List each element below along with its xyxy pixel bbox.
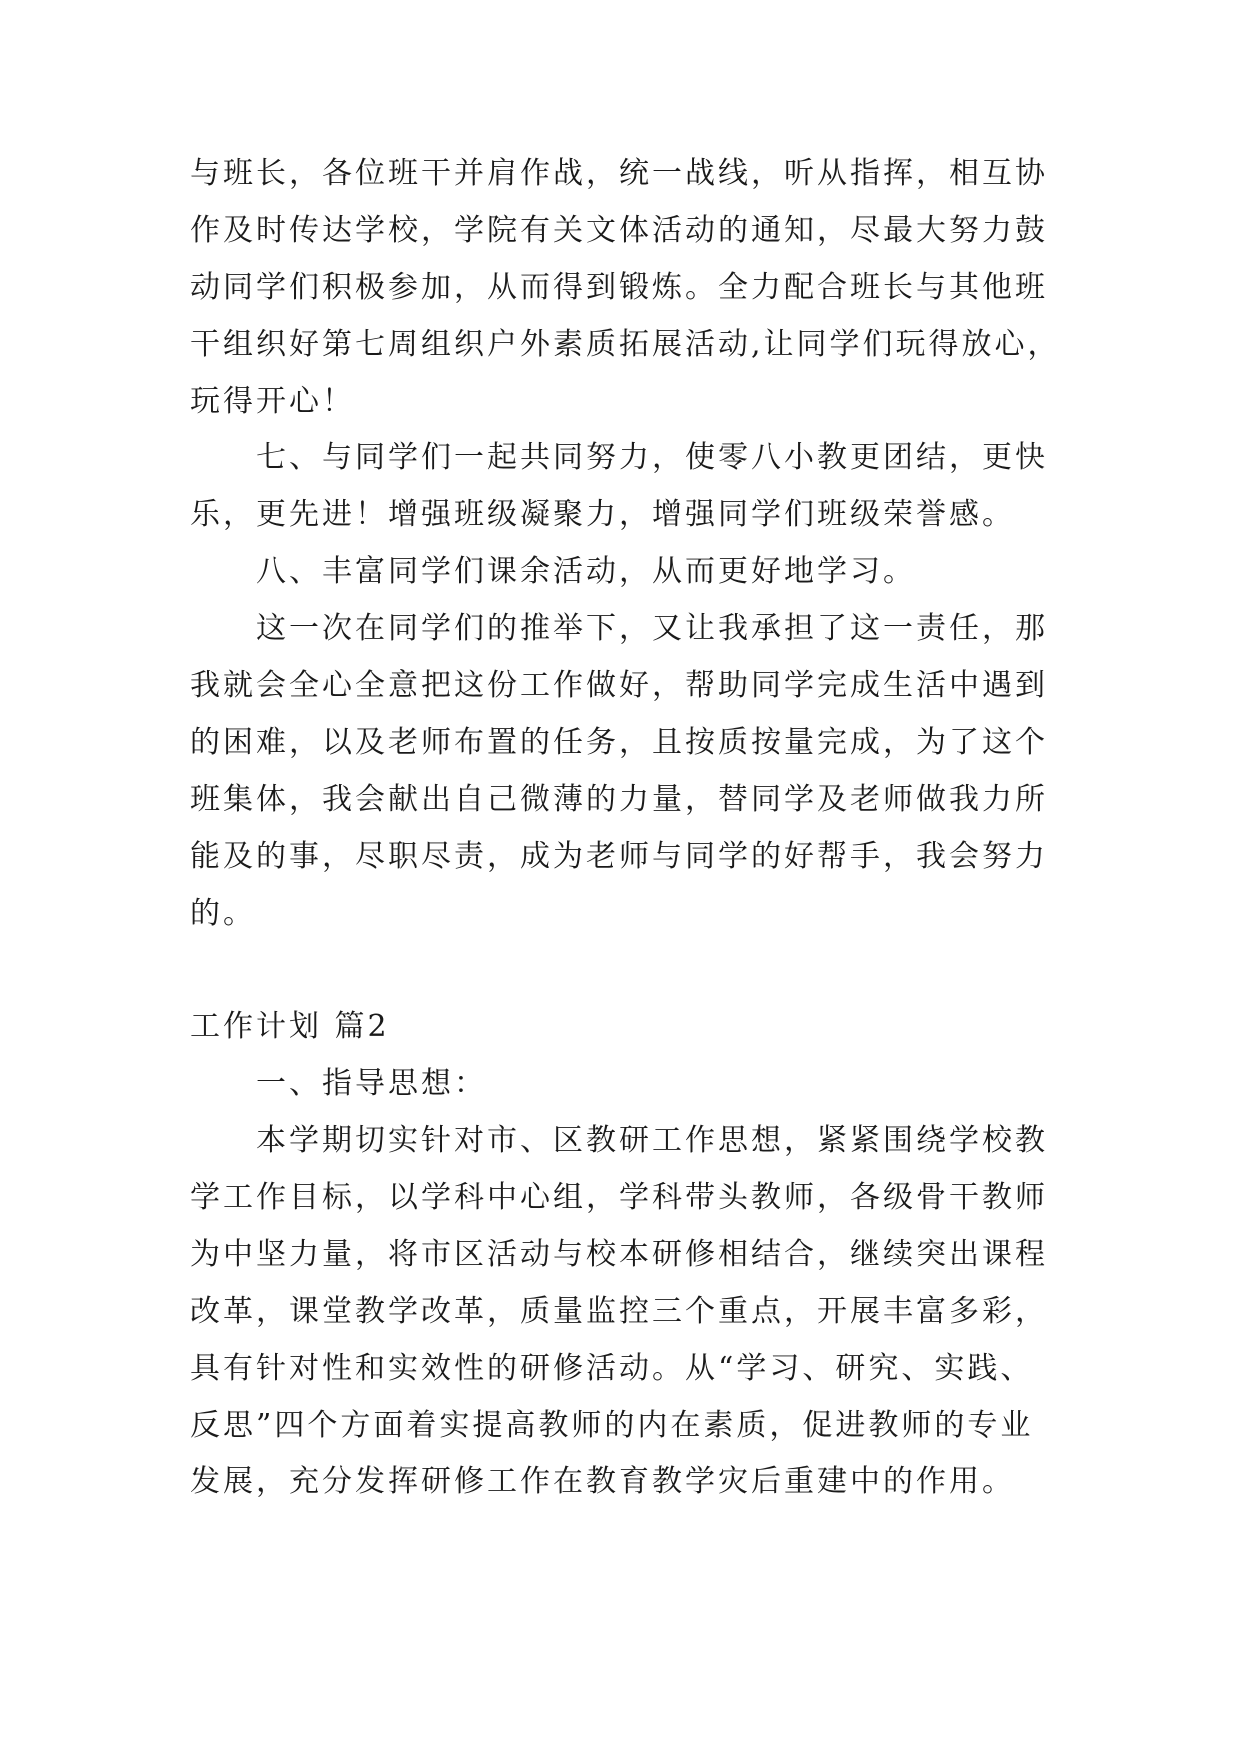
text-line: 玩得开心！ (190, 383, 355, 419)
text-line: 动同学们积极参加，从而得到锻炼。全力配合班长与其他班 (190, 269, 1048, 305)
text-line: 班集体，我会献出自己微薄的力量，替同学及老师做我力所 (190, 781, 1048, 817)
text-line: 干组织好第七周组织户外素质拓展活动,让同学们玩得放心， (190, 326, 1061, 362)
text-line: 的困难，以及老师布置的任务，且按质按量完成，为了这个 (190, 724, 1048, 760)
text-line: 的。 (190, 895, 256, 931)
text-line: 改革，课堂教学改革，质量监控三个重点，开展丰富多彩， (190, 1293, 1048, 1329)
text-line: 与班长，各位班干并肩作战，统一战线，听从指挥，相互协 (190, 156, 1048, 191)
section-heading: 工作计划 篇2 (190, 1009, 390, 1045)
list-item-eight: 八、丰富同学们课余活动，从而更好地学习。 (256, 554, 916, 590)
text-line: 能及的事，尽职尽责，成为老师与同学的好帮手，我会努力 (190, 838, 1048, 874)
text-line: 为中坚力量，将市区活动与校本研修相结合，继续突出课程 (190, 1236, 1048, 1272)
text-line: 乐，更先进！增强班级凝聚力，增强同学们班级荣誉感。 (190, 497, 1015, 533)
text-line: 学工作目标，以学科中心组，学科带头教师，各级骨干教师 (190, 1180, 1048, 1216)
text-line: 具有针对性和实效性的研修活动。从“学习、研究、实践、 (190, 1350, 1034, 1386)
text-line: 反思”四个方面着实提高教师的内在素质，促进教师的专业 (190, 1407, 1034, 1443)
list-item-seven: 七、与同学们一起共同努力，使零八小教更团结，更快 (256, 440, 1048, 476)
paragraph-start: 这一次在同学们的推举下，又让我承担了这一责任，那 (256, 611, 1048, 647)
blank-line (190, 942, 1090, 999)
text-line: 我就会全心全意把这份工作做好，帮助同学完成生活中遇到 (190, 668, 1048, 704)
text-line: 发展，充分发挥研修工作在教育教学灾后重建中的作用。 (190, 1464, 1015, 1500)
document-body (190, 146, 1090, 1511)
paragraph-start: 本学期切实针对市、区教研工作思想，紧紧围绕学校教 (256, 1123, 1048, 1159)
subsection-title: 一、指导思想： (256, 1066, 487, 1102)
text-line: 作及时传达学校，学院有关文体活动的通知，尽最大努力鼓 (190, 212, 1048, 248)
